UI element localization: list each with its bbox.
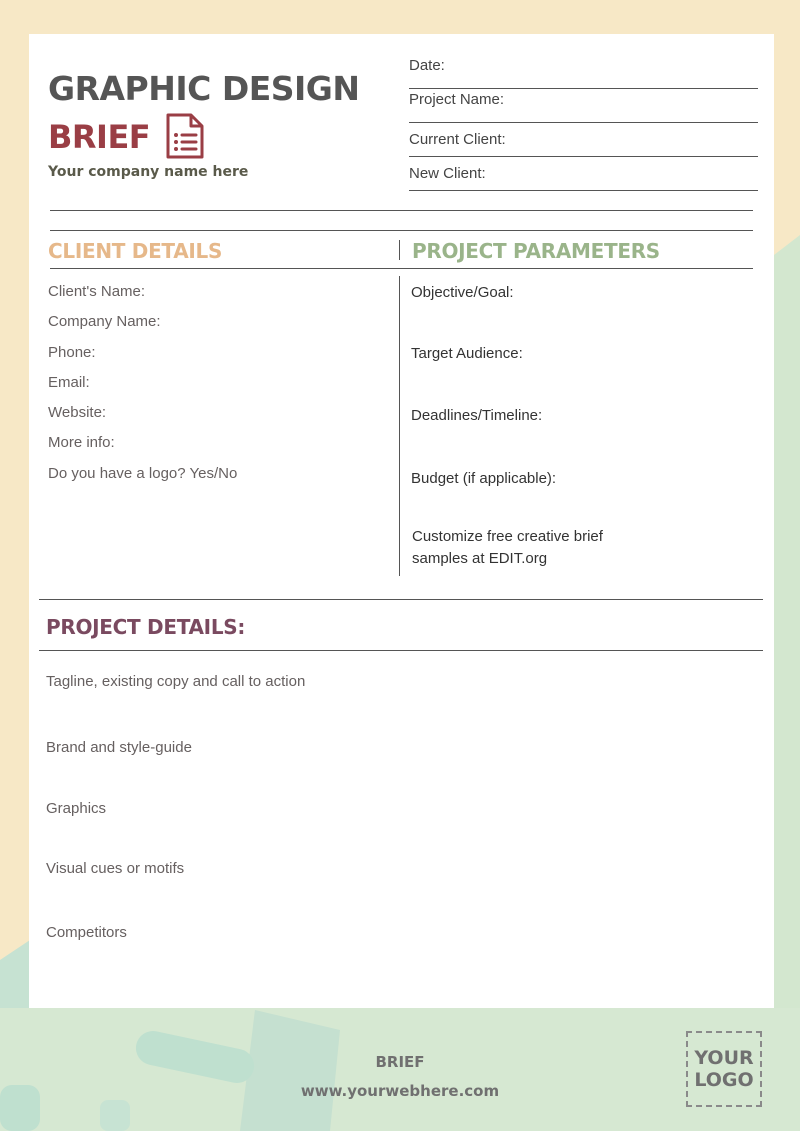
brand-style-label[interactable]: Brand and style-guide	[46, 739, 192, 756]
footer-title: BRIEF	[375, 1053, 425, 1071]
clients-name-label[interactable]: Client's Name:	[48, 283, 146, 300]
edit-note-line2: samples at EDIT.org	[412, 550, 548, 567]
tagline-label[interactable]: Tagline, existing copy and call to action	[46, 673, 306, 690]
client-details-heading: CLIENT DETAILS	[48, 239, 223, 263]
budget-label[interactable]: Budget (if applicable):	[411, 470, 557, 487]
edit-note-line1: Customize free creative brief	[412, 528, 603, 545]
website-label[interactable]: Website:	[48, 404, 107, 421]
logo-text-line1: YOUR	[694, 1047, 754, 1069]
footer-url[interactable]: www.yourwebhere.com	[300, 1082, 500, 1100]
divider	[50, 230, 753, 231]
project-name-field[interactable]: Project Name:	[409, 89, 758, 123]
logo-text-line2: LOGO	[694, 1069, 754, 1091]
deadlines-label[interactable]: Deadlines/Timeline:	[411, 407, 543, 424]
current-client-field[interactable]: Current Client:	[409, 123, 758, 157]
logo-question-label[interactable]: Do you have a logo? Yes/No	[48, 465, 238, 482]
visual-cues-label[interactable]: Visual cues or motifs	[46, 860, 185, 877]
project-parameters-heading: PROJECT PARAMETERS	[412, 239, 660, 263]
company-name: Your company name here	[48, 164, 249, 180]
document-list-icon	[164, 112, 206, 160]
title-graphic-design: GRAPHIC DESIGN	[48, 69, 360, 108]
divider	[39, 599, 763, 600]
brief-sheet	[29, 34, 774, 1008]
competitors-label[interactable]: Competitors	[46, 924, 127, 941]
date-field[interactable]: Date:	[409, 55, 758, 89]
company-name-label[interactable]: Company Name:	[48, 313, 161, 330]
objective-label[interactable]: Objective/Goal:	[411, 284, 514, 301]
title-brief: BRIEF	[48, 118, 151, 156]
column-separator	[399, 276, 400, 576]
new-client-field[interactable]: New Client:	[409, 157, 758, 191]
heading-separator	[399, 240, 400, 260]
more-info-label[interactable]: More info:	[48, 434, 115, 451]
divider	[50, 268, 753, 269]
project-details-heading: PROJECT DETAILS:	[46, 615, 246, 639]
divider	[50, 210, 753, 211]
email-label[interactable]: Email:	[48, 374, 90, 391]
logo-placeholder	[686, 1031, 762, 1107]
target-audience-label[interactable]: Target Audience:	[411, 345, 523, 362]
graphics-label[interactable]: Graphics	[46, 800, 107, 817]
divider	[39, 650, 763, 651]
phone-label[interactable]: Phone:	[48, 344, 96, 361]
